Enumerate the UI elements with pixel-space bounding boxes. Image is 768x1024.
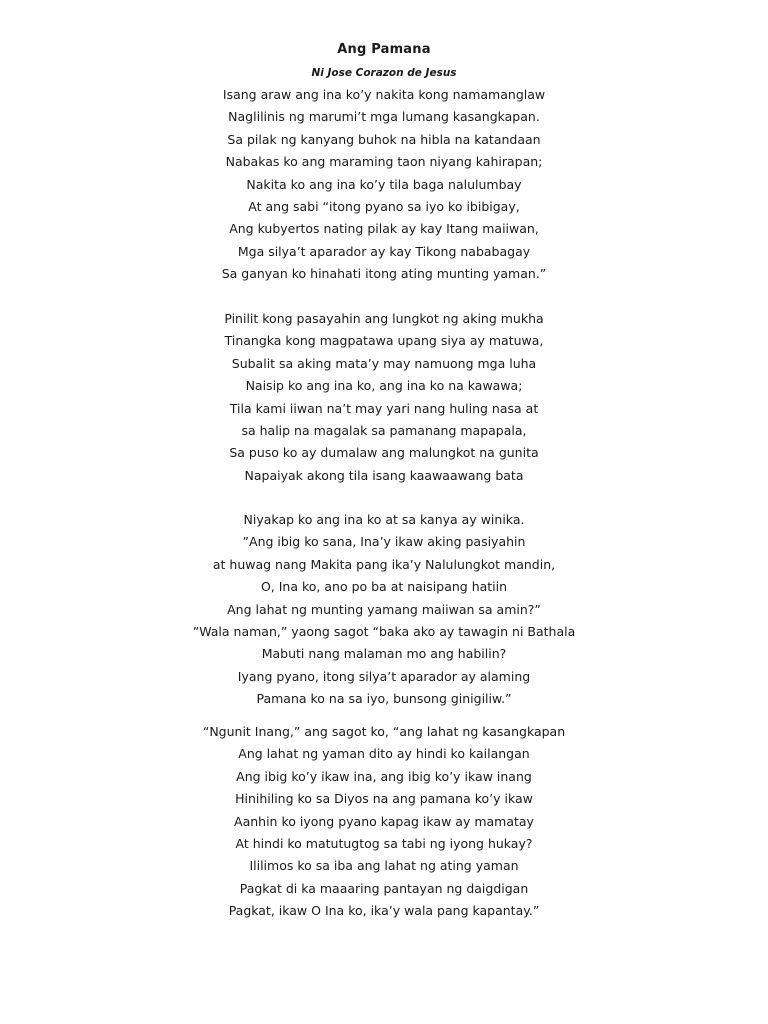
poem-line: Mga silya’t aparador ay kay Tikong nababagay <box>237 243 531 259</box>
poem-line: Napaiyak akong tila isang kaawaawang bata <box>244 467 524 483</box>
poem-title: Ang Pamana <box>337 42 431 57</box>
poem-line: Pagkat di ka maaaring pantayan ng daigdigan <box>239 880 529 896</box>
poem-line: Ang lahat ng munting yamang maiiwan sa amin?” <box>227 601 541 617</box>
stanza-2 <box>0 308 768 487</box>
poem-line: Sa ganyan ko hinahati itong ating munting yaman.” <box>221 266 547 282</box>
poem-line: Niyakap ko ang ina ko at sa kanya ay winika. <box>243 512 525 527</box>
poem-line: at huwag nang Makita pang ika’y Nalulungkot mandin, <box>212 556 556 572</box>
stanza-1 <box>0 84 768 286</box>
poem-line: Iyang pyano, itong silya’t aparador ay alaming <box>237 668 531 684</box>
poem-line: Ang kubyertos nating pilak ay kay Itang maiiwan, <box>229 221 539 237</box>
poem-line: Nabakas ko ang maraming taon niyang kahirapan; <box>225 154 543 170</box>
poem-line: Pinilit kong pasayahin ang lungkot ng aking mukha <box>224 311 544 326</box>
poem-line: Mabuti nang malaman mo ang habilin? <box>261 646 507 662</box>
poem-line: ”Wala naman,” yaong sagot “baka ako ay tawagin ni Bathala <box>192 623 576 639</box>
poem-line: Naglilinis ng marumi’t mga lumang kasangkapan. <box>228 109 540 125</box>
poem-line: ”Ang ibig ko sana, Ina’y ikaw aking pasiyahin <box>242 534 526 550</box>
poem-line: Pagkat, ikaw O Ina ko, ika’y wala pang kapantay.” <box>228 903 540 919</box>
poem-line: Naisip ko ang ina ko, ang ina ko na kawawa; <box>245 378 523 394</box>
poem-line: Subalit sa aking mata’y may namuong mga luha <box>231 355 537 371</box>
poem-line: Ang lahat ng yaman dito ay hindi ko kailangan <box>238 746 530 762</box>
poem-line: At ang sabi “itong pyano sa iyo ko ibibigay, <box>248 198 520 214</box>
poem-line: “Ngunit Inang,” ang sagot ko, “ang lahat ng kasangkapan <box>202 724 566 739</box>
stanza-4 <box>0 721 768 923</box>
poem-line: O, Ina ko, ano po ba at naisipang hatiin <box>260 579 508 595</box>
poem-line: Pamana ko na sa iyo, bunsong ginigiliw.” <box>256 691 512 707</box>
poem-line: sa halip na magalak sa pamanang mapapala, <box>241 422 527 438</box>
poem-line: Isang araw ang ina ko’y nakita kong namamanglaw <box>222 87 546 102</box>
poem-line: Ililimos ko sa iba ang lahat ng ating yaman <box>249 858 519 874</box>
poem-line: At hindi ko matutugtog sa tabi ng iyong hukay? <box>235 835 533 851</box>
poem-line: Tila kami iiwan na’t may yari nang huling nasa at <box>229 400 539 416</box>
poem-line: Aanhin ko iyong pyano kapag ikaw ay mamatay <box>234 813 534 829</box>
poem-line: Tinangka kong magpatawa upang siya ay matuwa, <box>224 333 544 349</box>
poem-line: Hinihiling ko sa Diyos na ang pamana ko’y ikaw <box>235 791 533 807</box>
poem-author: Ni Jose Corazon de Jesus <box>311 67 457 79</box>
poem-line: Sa puso ko ay dumalaw ang malungkot na gunita <box>229 445 539 461</box>
poem-line: Ang ibig ko’y ikaw ina, ang ibig ko’y ikaw inang <box>236 768 532 784</box>
poem-line: Nakita ko ang ina ko’y tila baga nalulumbay <box>246 176 522 192</box>
stanza-3 <box>0 509 768 711</box>
poem-line: Sa pilak ng kanyang buhok na hibla na katandaan <box>227 131 541 147</box>
